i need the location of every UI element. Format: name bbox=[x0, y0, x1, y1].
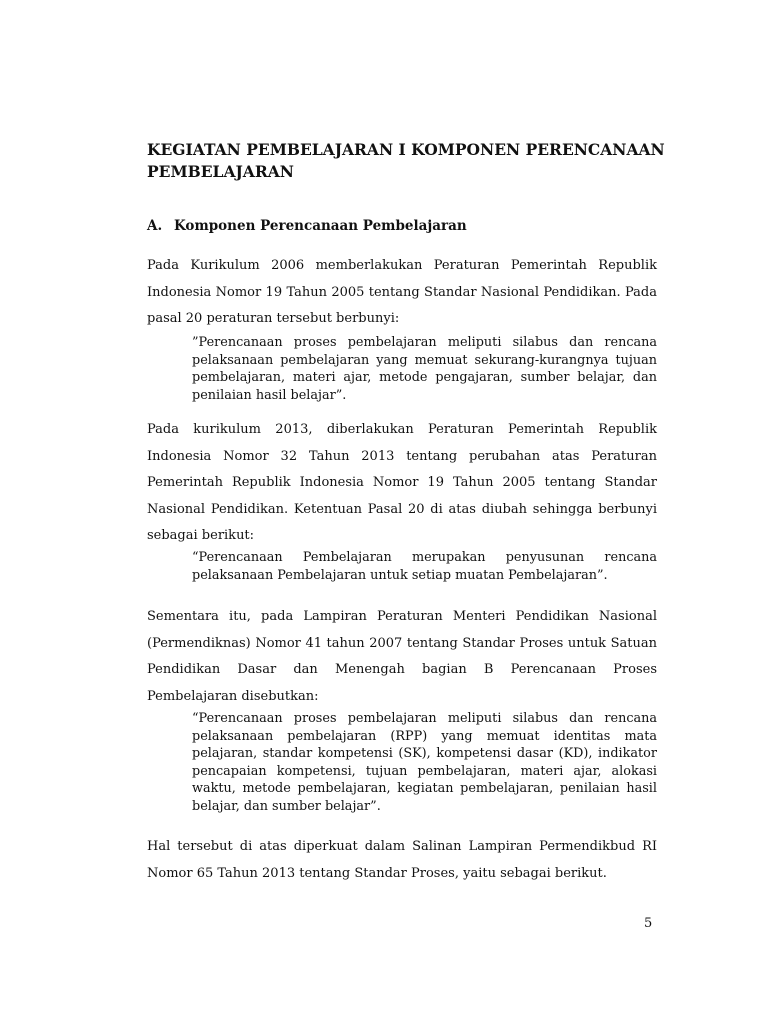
page-number: 5 bbox=[644, 916, 653, 931]
block-quote: ”Perencanaan proses pembelajaran meliputi silabus dan rencana pelaksanaan pembelajaran yang memuat sekurang-kurangnya tujuan pembelajaran, materi ajar, metode pengajaran, sumber belajar, dan penilaian hasil belajar”. bbox=[192, 335, 657, 403]
paragraph: Hal tersebut di atas diperkuat dalam Salinan Lampiran Permendikbud RI Nomor 65 Tahun 2013 tentang Standar Proses, yaitu sebagai berikut. bbox=[147, 839, 657, 881]
block-quote: “Perencanaan proses pembelajaran meliputi silabus dan rencana pelaksanaan pembelajaran (RPP) yang memuat identitas mata pelajaran, standar kompetensi (SK), kompetensi dasar (KD), indikator pencapaian kompetensi, tujuan pembelajaran, materi ajar, alokasi waktu, metode pembelajaran, kegiatan pembelajaran, penilaian hasil belajar, dan sumber belajar”. bbox=[192, 711, 657, 814]
section-heading-text: Komponen Perencanaan Pembelajaran bbox=[174, 218, 467, 234]
section-number: A. bbox=[147, 218, 163, 234]
paragraph: Pada kurikulum 2013, diberlakukan Peraturan Pemerintah Republik Indonesia Nomor 32 Tahun 2013 tentang perubahan atas Peraturan Pemerintah Republik Indonesia Nomor 19 Tahun 2005 tentang Standar Nasional Pendidikan. Ketentuan Pasal 20 di atas diubah sehingga berbunyi sebagai berikut: bbox=[147, 422, 657, 543]
paragraph: Pada Kurikulum 2006 memberlakukan Peraturan Pemerintah Republik Indonesia Nomor 19 Tahun 2005 tentang Standar Nasional Pendidikan. Pada pasal 20 peraturan tersebut berbunyi: bbox=[147, 258, 657, 326]
section-heading bbox=[147, 216, 667, 236]
block-quote: “Perencanaan Pembelajaran merupakan penyusunan rencana pelaksanaan Pembelajaran untuk setiap muatan Pembelajaran”. bbox=[192, 550, 657, 583]
paragraph: Sementara itu, pada Lampiran Peraturan Menteri Pendidikan Nasional (Permendiknas) Nomor 41 tahun 2007 tentang Standar Proses untuk Satuan Pendidikan Dasar dan Menengah bagian B Perencanaan Proses Pembelajaran disebutkan: bbox=[147, 609, 657, 704]
chapter-title: KEGIATAN PEMBELAJARAN I KOMPONEN PERENCANAAN PEMBELAJARAN bbox=[147, 140, 665, 181]
